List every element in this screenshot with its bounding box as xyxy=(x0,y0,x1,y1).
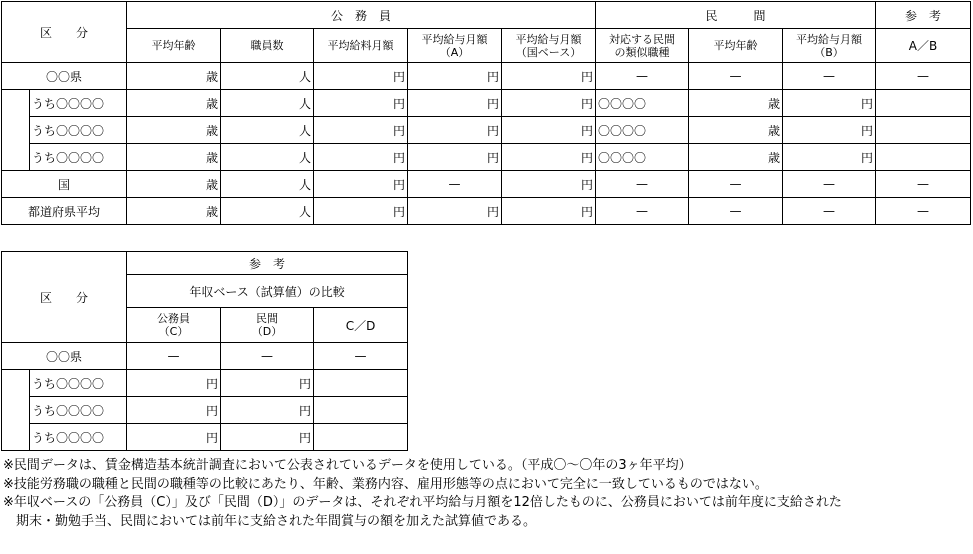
private-avg-pay-header-line1: 平均給与月額 xyxy=(796,32,863,46)
group-sankou-header: 参 考 xyxy=(876,2,971,29)
cell-private-pay: 円 xyxy=(783,117,876,144)
row-name: うち〇〇〇〇 xyxy=(30,424,127,451)
indent-spacer xyxy=(2,370,30,451)
cell-salary: 円 xyxy=(314,90,408,117)
cell-ratio xyxy=(876,144,971,171)
group-sankou-header: 参 考 xyxy=(127,252,408,275)
row-name: 〇〇県 xyxy=(2,343,127,370)
cell-count: 人 xyxy=(221,117,314,144)
cell-private-age: — xyxy=(689,198,783,225)
avg-pay-a-header-line1: 平均給与月額 xyxy=(421,32,488,46)
minkan-d-header xyxy=(221,308,314,343)
cell-pay-a: — xyxy=(408,171,502,198)
cell-pay-national: 円 xyxy=(502,198,596,225)
cell-pay-a: 円 xyxy=(408,63,502,90)
cell-ratio xyxy=(314,397,408,424)
footnote: ※技能労務職の職種と民間の職種等の比較にあたり、年齢、業務内容、雇用形態等の点において完全に一致しているものではない。 xyxy=(3,476,768,492)
row-name: うち〇〇〇〇 xyxy=(30,370,127,397)
cell-count: 人 xyxy=(221,171,314,198)
cell-private-pay: — xyxy=(783,198,876,225)
private-avg-age-header: 平均年齢 xyxy=(689,29,783,63)
koumuin-c-header xyxy=(127,308,221,343)
cell-salary: 円 xyxy=(314,63,408,90)
cell-ratio: — xyxy=(314,343,408,370)
avg-pay-a-header xyxy=(408,29,502,63)
row-name: 〇〇県 xyxy=(2,63,127,90)
minkan-d-header-line2: （D） xyxy=(251,325,283,338)
cell-private-age: 歳 xyxy=(689,117,783,144)
cell-pay-national: 円 xyxy=(502,144,596,171)
cell-c: 円 xyxy=(127,397,221,424)
row-name: うち〇〇〇〇 xyxy=(30,397,127,424)
private-job-header-line2: の類似職種 xyxy=(614,45,670,59)
cell-d: 円 xyxy=(221,370,314,397)
avg-pay-a-header-line2: （A） xyxy=(439,45,470,59)
row-name: うち〇〇〇〇 xyxy=(30,90,127,117)
private-job-header xyxy=(596,29,689,63)
avg-age-header: 平均年齢 xyxy=(127,29,221,63)
koumuin-c-header-line2: （C） xyxy=(158,325,189,338)
row-name: うち〇〇〇〇 xyxy=(30,117,127,144)
cell-private-job: 〇〇〇〇 xyxy=(596,117,689,144)
cell-pay-a: 円 xyxy=(408,198,502,225)
cell-pay-national: 円 xyxy=(502,90,596,117)
cell-count: 人 xyxy=(221,90,314,117)
staff-count-header: 職員数 xyxy=(221,29,314,63)
subgroup-header: 年収ベース（試算値）の比較 xyxy=(127,275,408,308)
cell-age: 歳 xyxy=(127,117,221,144)
avg-salary-header: 平均給料月額 xyxy=(314,29,408,63)
cell-pay-national: 円 xyxy=(502,117,596,144)
row-name: うち〇〇〇〇 xyxy=(30,144,127,171)
avg-pay-national-header xyxy=(502,29,596,63)
cell-pay-national: 円 xyxy=(502,171,596,198)
cell-d: 円 xyxy=(221,397,314,424)
koumuin-c-header-line1: 公務員 xyxy=(157,312,191,325)
cell-age: 歳 xyxy=(127,198,221,225)
cell-count: 人 xyxy=(221,198,314,225)
avg-pay-national-header-line1: 平均給与月額 xyxy=(515,32,582,46)
cell-age: 歳 xyxy=(127,90,221,117)
annual-income-comparison-table xyxy=(1,251,408,451)
cell-ratio xyxy=(876,90,971,117)
cell-ratio: — xyxy=(876,171,971,198)
footnote: 期末・勤勉手当、民間においては前年に支給された年間賞与の額を加えた試算値である。 xyxy=(3,513,537,529)
cell-pay-a: 円 xyxy=(408,90,502,117)
private-avg-pay-header-line2: （B） xyxy=(814,45,844,59)
cell-private-age: 歳 xyxy=(689,144,783,171)
cell-pay-a: 円 xyxy=(408,144,502,171)
cell-c: — xyxy=(127,343,221,370)
cell-private-pay: 円 xyxy=(783,90,876,117)
private-avg-pay-header xyxy=(783,29,876,63)
cell-salary: 円 xyxy=(314,171,408,198)
cell-private-pay: — xyxy=(783,63,876,90)
group-minkan-header: 民 間 xyxy=(596,2,876,29)
row-name: 都道府県平均 xyxy=(2,198,127,225)
private-job-header-line1: 対応する民間 xyxy=(609,32,676,46)
avg-pay-national-header-line2: （国ベース） xyxy=(515,45,582,59)
wage-comparison-table xyxy=(1,1,971,225)
cell-private-pay: 円 xyxy=(783,144,876,171)
cell-age: 歳 xyxy=(127,171,221,198)
cell-c: 円 xyxy=(127,424,221,451)
cell-private-job: — xyxy=(596,171,689,198)
cell-private-age: 歳 xyxy=(689,90,783,117)
footnote: ※民間データは、賃金構造基本統計調査において公表されているデータを使用している。（平成〇～〇年の3ヶ年平均） xyxy=(3,458,692,473)
cell-count: 人 xyxy=(221,63,314,90)
cell-ratio: — xyxy=(876,198,971,225)
cell-private-age: — xyxy=(689,63,783,90)
kubun-header: 区 分 xyxy=(2,2,127,63)
group-koumuin-header: 公 務 員 xyxy=(127,2,596,29)
ratio-cd-header: C／D xyxy=(314,308,408,343)
cell-private-job: — xyxy=(596,198,689,225)
cell-ratio: — xyxy=(876,63,971,90)
cell-pay-national: 円 xyxy=(502,63,596,90)
cell-d: — xyxy=(221,343,314,370)
row-name: 国 xyxy=(2,171,127,198)
cell-count: 人 xyxy=(221,144,314,171)
cell-salary: 円 xyxy=(314,198,408,225)
cell-pay-a: 円 xyxy=(408,117,502,144)
cell-age: 歳 xyxy=(127,63,221,90)
cell-private-job: — xyxy=(596,63,689,90)
indent-spacer xyxy=(2,90,30,171)
cell-ratio xyxy=(314,424,408,451)
kubun-header: 区 分 xyxy=(2,252,127,343)
minkan-d-header-line1: 民間 xyxy=(256,312,279,325)
cell-private-job: 〇〇〇〇 xyxy=(596,90,689,117)
ratio-header: A／B xyxy=(876,29,971,63)
cell-d: 円 xyxy=(221,424,314,451)
cell-private-pay: — xyxy=(783,171,876,198)
cell-age: 歳 xyxy=(127,144,221,171)
cell-salary: 円 xyxy=(314,144,408,171)
footnotes xyxy=(3,457,842,531)
cell-ratio xyxy=(314,370,408,397)
cell-private-age: — xyxy=(689,171,783,198)
cell-c: 円 xyxy=(127,370,221,397)
footnote: ※年収ベースの「公務員（C）」及び「民間（D）」のデータは、それぞれ平均給与月額を12倍したものに、公務員においては前年度に支給された xyxy=(3,495,842,510)
cell-salary: 円 xyxy=(314,117,408,144)
cell-ratio xyxy=(876,117,971,144)
cell-private-job: 〇〇〇〇 xyxy=(596,144,689,171)
